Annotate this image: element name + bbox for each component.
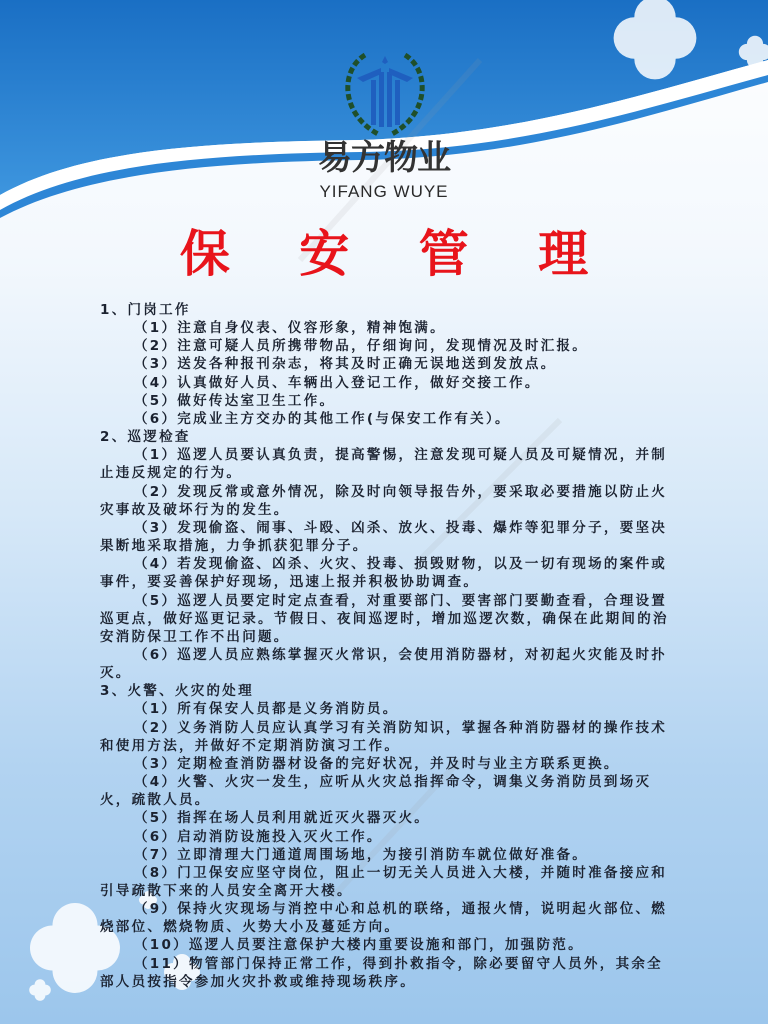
page-title: 保 安 管 理 — [179, 224, 615, 283]
list-item: （5）巡逻人员要定时定点查看，对重要部门、要害部门要勤查看，合理设置巡更点，做好巡更记录。节假日、夜间巡逻时，增加巡逻次数，确保在此期间的治安消防保卫工作不出问题。 — [100, 592, 669, 645]
company-name: 易方物业 — [318, 138, 450, 178]
list-item: （9）保持火灾现场与消控中心和总机的联络，通报火情，说明起火部位、燃烧部位、燃烧物质、火势大小及蔓延方向。 — [100, 901, 668, 936]
list-item: （6）启动消防设施投入灭火工作。 — [134, 828, 383, 845]
list-item: （2）义务消防人员应认真学习有关消防知识，掌握各种消防器材的操作技术和使用方法，并做好不定期消防演习工作。 — [100, 719, 668, 754]
list-item: （3）发现偷盗、闹事、斗殴、凶杀、放火、投毒、爆炸等犯罪分子，要坚决果断地采取措施，力争抓获犯罪分子。 — [100, 519, 668, 555]
list-item: （5）做好传达室卫生工作。 — [134, 392, 336, 409]
section-patrol — [100, 428, 672, 682]
company-name-en: YIFANG WUYE — [319, 182, 449, 201]
list-item: （10）巡逻人员要注意保护大楼内重要设施和部门，加强防范。 — [134, 937, 584, 954]
list-item: （3）定期检查消防器材设备的完好状况，并及时与业主方联系更换。 — [134, 755, 620, 772]
list-item: （5）指挥在场人员利用就近灭火器灭火。 — [134, 810, 431, 827]
list-item: （6）完成业主方交办的其他工作(与保安工作有关）。 — [134, 410, 511, 427]
list-item: （1）注意自身仪表、仪容形象，精神饱满。 — [134, 320, 446, 337]
list-item: （4）认真做好人员、车辆出入登记工作，做好交接工作。 — [134, 374, 541, 391]
list-item: （1）所有保安人员都是义务消防员。 — [134, 701, 399, 718]
section-gate-duty — [100, 301, 672, 428]
list-item: （1）巡逻人员要认真负责，提高警惕，注意发现可疑人员及可疑情况，并制止违反规定的行为。 — [100, 447, 668, 482]
section-heading: 2、巡逻检查 — [100, 429, 191, 446]
list-item: （6）巡逻人员应熟练掌握灭火常识，会使用消防器材，对初起火灾能及时扑灭。 — [100, 646, 668, 682]
list-item: （8）门卫保安应坚守岗位，阻止一切无关人员进入大楼，并随时准备接应和引导疏散下来的人员安全离开大楼。 — [100, 864, 668, 899]
list-item: （4）火警、火灾一发生，应听从火灾总指挥命令，调集义务消防员到场灭火，疏散人员。 — [100, 774, 652, 809]
regulations-content — [100, 301, 672, 991]
list-item: （11）物管部门保持正常工作，得到扑救指令，除必要留守人员外，其余全部人员按指令参加火灾扑救或维持现场秩序。 — [100, 955, 663, 990]
section-heading: 3、火警、火灾的处理 — [100, 683, 254, 700]
section-fire-handling — [100, 682, 672, 991]
company-logo — [335, 50, 435, 140]
section-heading: 1、门岗工作 — [100, 302, 191, 318]
list-item: （3）送发各种报刊杂志，将其及时正确无误地送到发放点。 — [134, 356, 557, 373]
list-item: （7）立即清理大门通道周围场地，为接引消防车就位做好准备。 — [134, 846, 589, 863]
list-item: （2）发现反常或意外情况，除及时向领导报告外，要采取必要措施以防止火灾事故及破坏行为的发生。 — [100, 483, 668, 518]
list-item: （2）注意可疑人员所携带物品，仔细询问，发现情况及时汇报。 — [134, 338, 589, 355]
list-item: （4）若发现偷盗、凶杀、火灾、投毒、损毁财物，以及一切有现场的案件或事件，要妥善保护好现场，迅速上报并积极协助调查。 — [100, 556, 668, 591]
